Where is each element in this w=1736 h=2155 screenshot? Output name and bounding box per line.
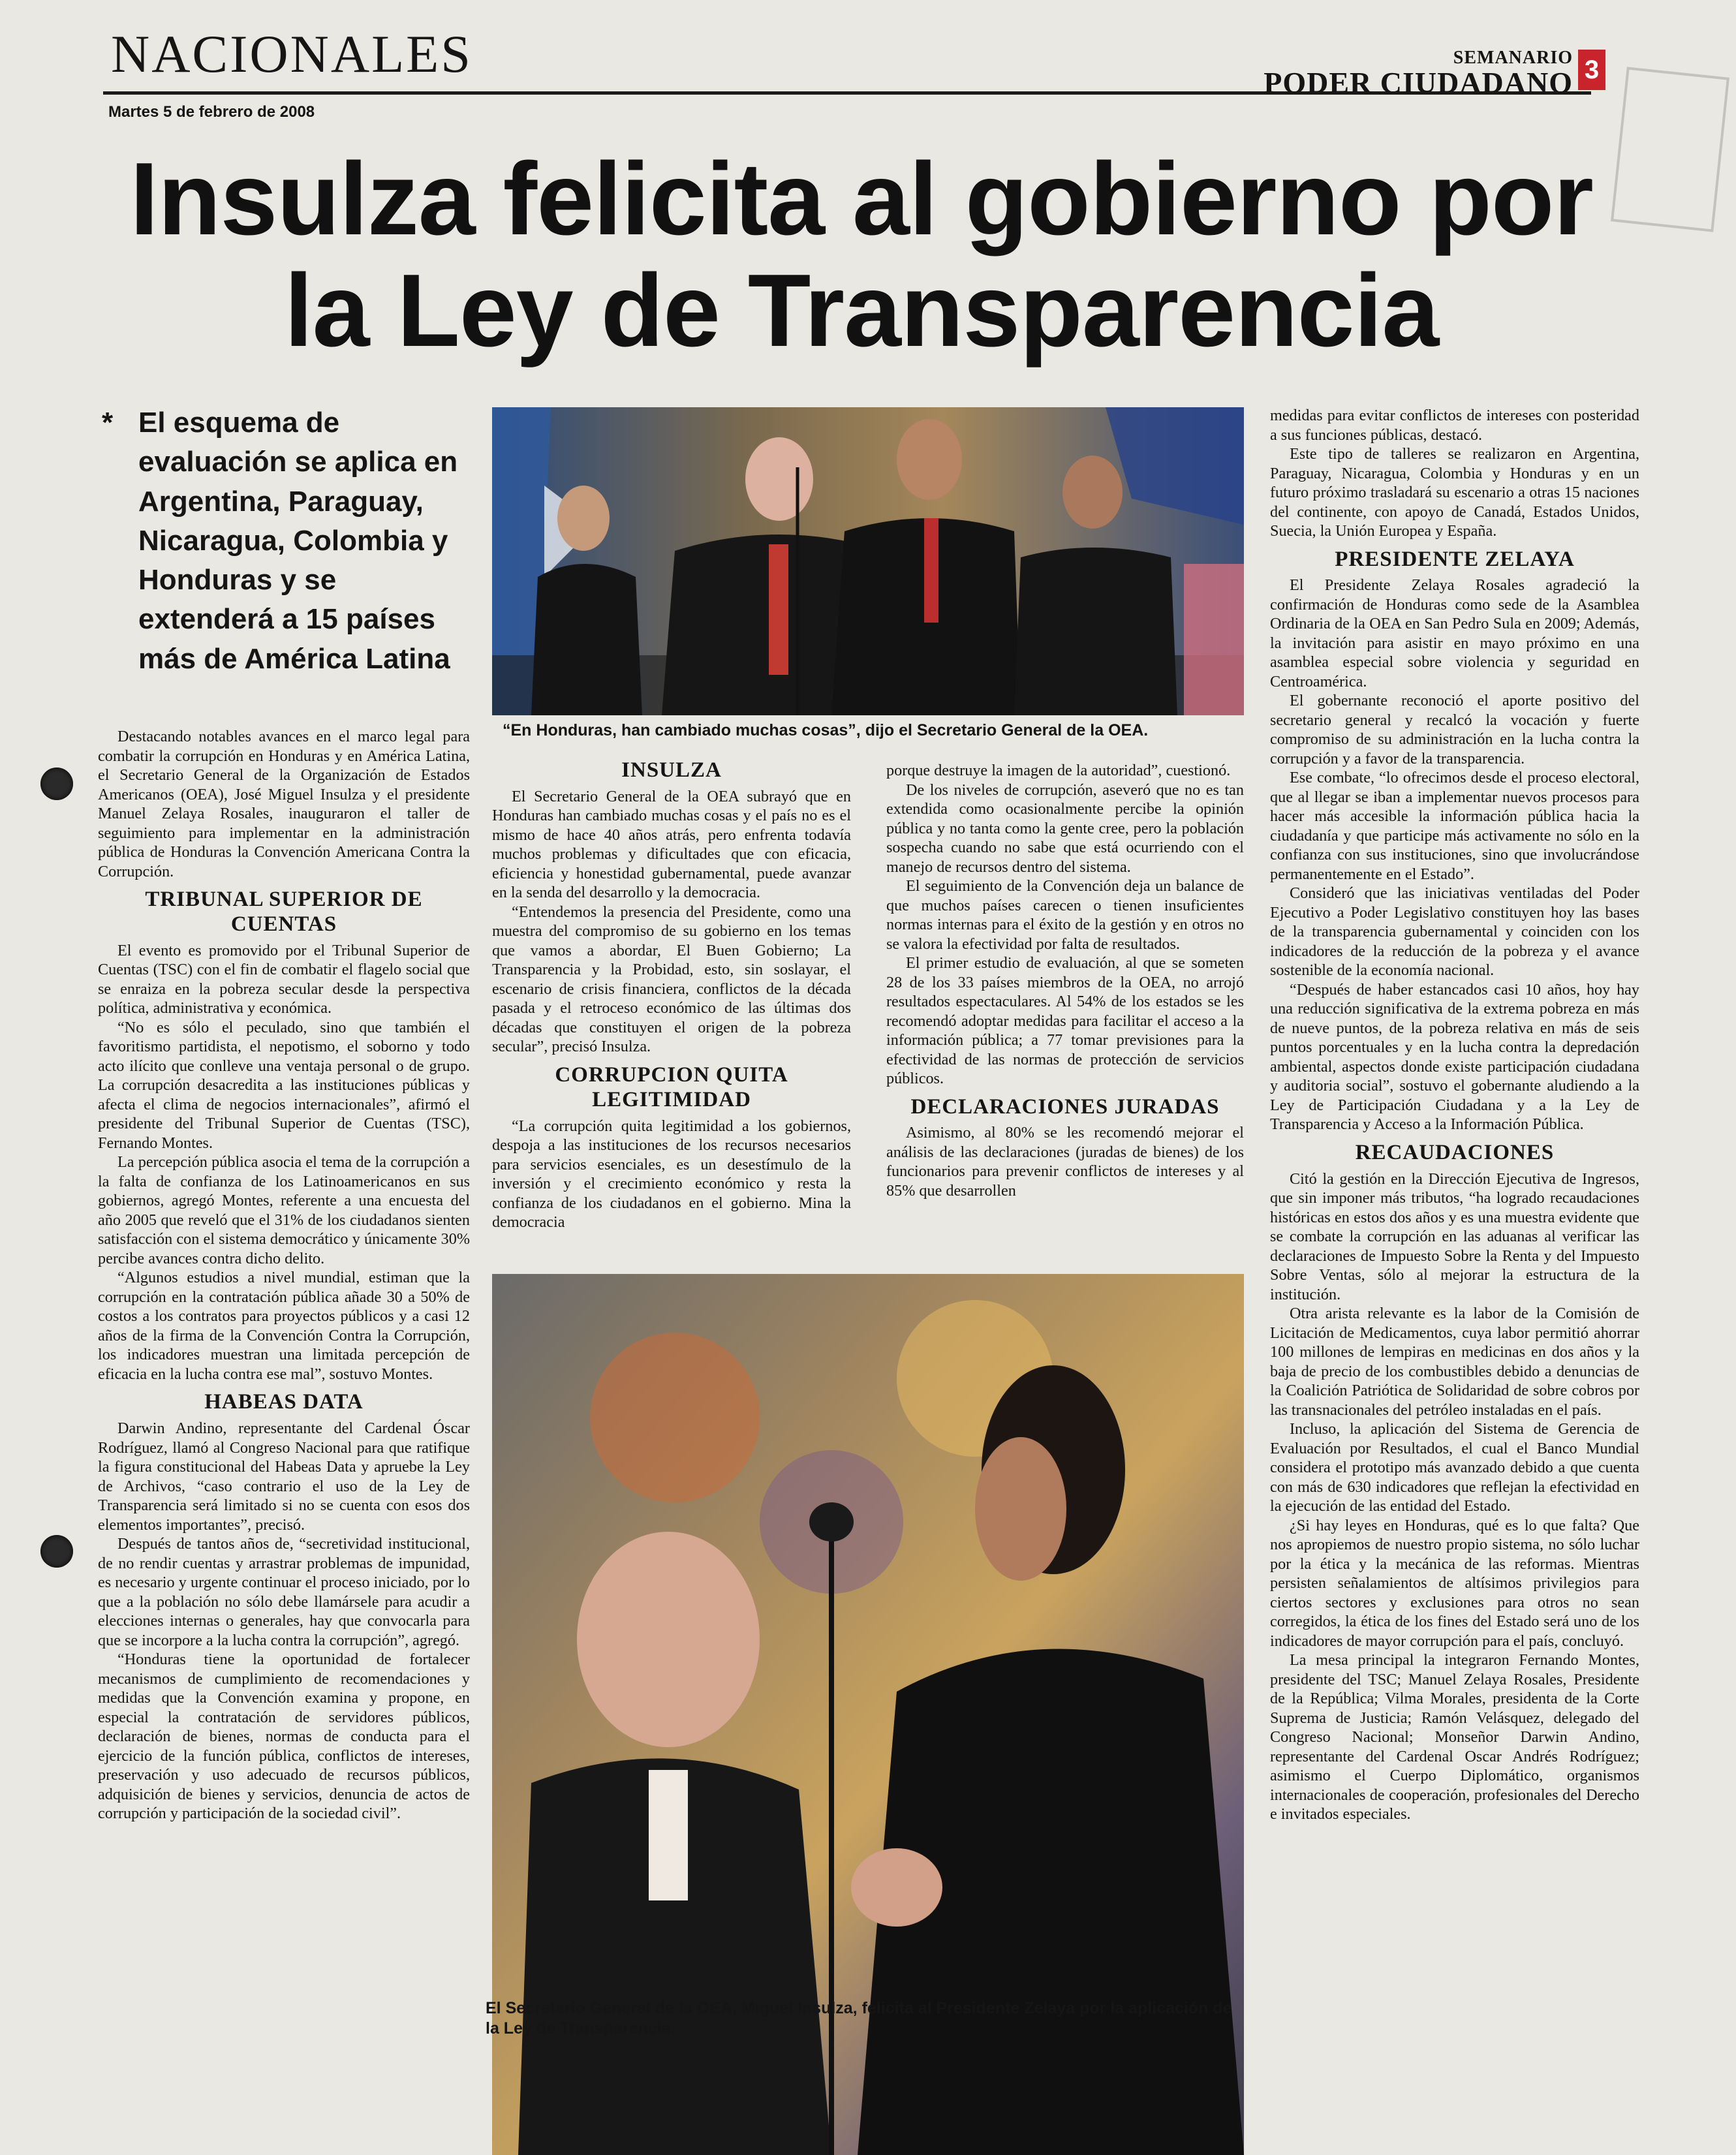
col1-paragraph: “No es sólo el peculado, sino que también el favoritismo partidista, el nepotismo, el soborno y todo acto ilícito que conlleve una ventaja personal o de grupo. La corrupción desacredita a las instituciones públicas y afecta el clima de negocios internacionales”, afirmó el presidente del Tribunal Superior de Cuentas (TSC), Fernando Montes. <box>98 1018 470 1152</box>
subhead-text: El esquema de evaluación se aplica en Argentina, Paraguay, Nicaragua, Colombia y Honduras y se extenderá a 15 países más de América Latina <box>138 407 458 675</box>
col4-paragraph: “Después de haber estancados casi 10 años, hoy hay una reducción significativa de la extrema pobreza en más de nueve puntos, de la pobreza relativa en más de seis puntos porcentuales y en la lucha contra la depredación ambiental, aspectos donde existe participación ciudadana y auditoria social”, sostuvo el gobernante aludiendo a la Ley de Participación Ciudadana y a la Ley de Transparencia y Acceso a la Información Pública. <box>1270 980 1639 1134</box>
photo1-caption: “En Honduras, han cambiado muchas cosas”, dijo el Secretario General de la OEA. <box>503 721 1149 739</box>
col1-paragraph: “Honduras tiene la oportunidad de fortalecer mecanismos de cumplimiento de recomendaciones y medidas que la Convención examina y propone, en especial la contratación de servidores públicos, declaración de bienes, normas de conducta para el ejercicio de la función pública, conflictos de intereses, preservación y uso adecuado de recursos públicos, adquisición de bienes y servicios, denuncia de actos de corrupción y participación de la sociedad civil”. <box>98 1651 470 1823</box>
brand-small: SEMANARIO <box>1453 48 1573 68</box>
col4-paragraph: Incluso, la aplicación del Sistema de Gerencia de Evaluación por Resultados, el cual el Banco Mundial considera el prototipo más avanzado debido a que cuenta con más de 630 indicadores que reflejan la efectividad en la ejecución de las entidad del Estado. <box>1270 1420 1639 1515</box>
brand-big: PODER CIUDADANO <box>1263 66 1573 100</box>
section-title: NACIONALES <box>111 24 473 84</box>
subheading-presidente-zelaya: PRESIDENTE ZELAYA <box>1335 547 1575 571</box>
brand-masthead <box>1263 48 1573 99</box>
subhead <box>104 403 470 679</box>
col4-paragraph: Otra arista relevante es la labor de la Comisión de Licitación de Medicamentos, cuya labor permitió ahorrar 100 millones de lempiras en medicinas en dos años y la baja de precio de los combustibles debido a denuncias de la Coalición Patriótica de Solidaridad de sobre cobros por las transnacionales del petróleo instaladas en el país. <box>1270 1305 1639 1419</box>
column-4 <box>1270 406 1639 1824</box>
subheading-insulza: INSULZA <box>621 758 722 782</box>
binder-hole <box>40 1535 73 1568</box>
col1-paragraph: El evento es promovido por el Tribunal Superior de Cuentas (TSC) con el fin de combatir el flagelo social que se enraiza en la pobreza secular desde la perspectiva política, administrativa y económica. <box>98 941 470 1017</box>
col4-paragraph: El gobernante reconoció el aporte positivo del secretario general y recalcó la vocación y fuerte compromiso de su administración en la lucha contra la corrupción y a favor de la transparencia. <box>1270 692 1639 767</box>
col3-paragraph: El primer estudio de evaluación, al que se someten 28 de los 33 países miembros de la OEA, no arrojó resultados espectaculares. Al 54% de los estados se les recomendó adoptar medidas para facilitar el acceso a la información pública; a 77 tomar previsiones para la efectividad de las normas de protección de servicios públicos. <box>886 954 1244 1087</box>
col3-paragraph: Asimismo, al 80% se les recomendó mejorar el análisis de las declaraciones (juradas de bienes) de los funcionarios para prevenir conflictos de intereses y al 85% que desarrollen <box>886 1124 1244 1200</box>
column-3 <box>886 761 1244 1200</box>
col1-paragraph: “Algunos estudios a nivel mundial, estiman que la corrupción en la contratación pública añade 30 a 50% de costos a los contratos para proyectos públicos y a casi 12 años de la firma de la Convención Contra la Corrupción, los indicadores muestran una limitada percepción de eficacia en la lucha contra ese mal”, sostuvo Montes. <box>98 1269 470 1383</box>
photo-officials-image <box>492 407 1244 715</box>
col4-paragraph: La mesa principal la integraron Fernando Montes, presidente del TSC; Manuel Zelaya Rosales, Presidente de la República; Vilma Morales, presidenta de la Corte Suprema de Justicia; Ramón Velásquez, delegado del Congreso Nacional; Monseñor Darwin Andino, representante del Cardenal Oscar Andrés Rodríguez; asimismo el Cuerpo Diplomático, organismos internacionales de cooperación, profesionales del Derecho e invitados especiales. <box>1270 1651 1639 1823</box>
col4-paragraph: El Presidente Zelaya Rosales agradeció la confirmación de Honduras como sede de la Asamblea Ordinaria de la OEA en San Pedro Sula en 2009; Además, la invitación para asistir en mayo próximo en una asamblea especial sobre violencia y seguridad en Centroamérica. <box>1270 576 1639 690</box>
photo-officials-podium <box>492 407 1244 715</box>
col4-paragraph: medidas para evitar conflictos de intereses con posteridad a sus funciones públicas, destacó. <box>1270 407 1639 444</box>
photo2-caption: El Secretario General de la OEA, Miguel Insulza, felicita al Presidente Zelaya por la aplicación de la Ley de Transparencia. <box>486 1999 1232 2038</box>
column-1 <box>98 727 470 1823</box>
col1-paragraph: Destacando notables avances en el marco legal para combatir la corrupción en Honduras y en América Latina, el Secretario General de la Organización de Estados Americanos (OEA), José Miguel Insulza y el presidente Manuel Zelaya Rosales, inauguraron el taller de seguimiento para implementar en la administración pública de Honduras la Convención Americana Contra la Corrupción. <box>98 728 470 880</box>
subheading-declaraciones: DECLARACIONES JURADAS <box>910 1094 1220 1119</box>
col3-paragraph: El seguimiento de la Convención deja un balance de que muchos países carecen o tienen insuficientes normas internas para el éxito de la gestión y en otros no se valora la efectividad por falta de resultados. <box>886 877 1244 953</box>
col4-paragraph: ¿Si hay leyes en Honduras, qué es lo que falta? Que nos apropiemos de nuestro propio sistema, no sólo luchar por la ética y la mecánica de las reformas. Mientras persisten señalamientos de altísimos privilegios para ciertos sectores y exclusiones para otros no sean corregidos, la ética de los fines del Estado será uno de los indicadores de mayor corrupción para el país, concluyó. <box>1270 1516 1639 1650</box>
publication-date: Martes 5 de febrero de 2008 <box>108 103 315 121</box>
col3-paragraph: De los niveles de corrupción, aseveró que no es tan extendida como ocasionalmente percibe la opinión pública y no tanta como la gente cree, pero la población sospecha cuando no sabe que está ocurriendo con el manejo de recursos dentro del sistema. <box>886 781 1244 876</box>
subhead-bullet: * <box>102 407 114 439</box>
page-number: 3 <box>1578 50 1605 90</box>
subheading-habeas-data: HABEAS DATA <box>204 1390 364 1414</box>
column-2 <box>492 752 851 1232</box>
col4-paragraph: Citó la gestión en la Dirección Ejecutiva de Ingresos, que sin imponer más tributos, “ha logrado recaudaciones históricas en estos dos años y es una muestra evidente que se combate la corrupción en las aduanas al verificar las declaraciones de Impuesto Sobre la Renta y del Impuesto Sobre Ventas, sólo al mejorar la estructura de la institución. <box>1270 1170 1639 1303</box>
col2-paragraph: “La corrupción quita legitimidad a los gobiernos, despoja a las instituciones de los recursos necesarios para servicios esenciales, es un desestímulo de la inversión y el crecimiento económico y resta la confianza de los ciudadanos en el gobierno. Mina la democracia <box>492 1117 851 1232</box>
subheading-tribunal: TRIBUNAL SUPERIOR DE CUENTAS <box>145 888 423 936</box>
col2-paragraph: El Secretario General de la OEA subrayó que en Honduras han cambiado muchas cosas y el país no es el mismo de hace 40 años atrás, pero enfrenta todavía muchos problemas y dificultades que con eficacia, eficiencia y honestidad gubernamental, puede avanzar en la senda del desarrollo y la democracia. <box>492 787 851 902</box>
col2-paragraph: “Entendemos la presencia del Presidente, como una muestra del compromiso de su gobierno en los temas que vamos a abordar, El Buen Gobierno; La Transparencia y la Probidad, esto, sin soslayar, el escenario de crisis financiera, conflictos de la década pasada y el retroceso económico de las últimas dos décadas que constituyen el origen de la pobreza secular”, precisó Insulza. <box>492 903 851 1056</box>
col4-paragraph: Este tipo de talleres se realizaron en Argentina, Paraguay, Nicaragua, Colombia y Honduras y en un futuro próximo trasladará su escenario a otras 15 naciones del continente, con apoyo de Canadá, Estados Unidos, Suecia, la Unión Europea y España. <box>1270 445 1639 540</box>
subheading-corrupcion: CORRUPCION QUITA LEGITIMIDAD <box>555 1062 788 1111</box>
col4-paragraph: Consideró que las iniciativas ventiladas del Poder Ejecutivo a Poder Legislativo constituyen hoy las bases de la transparencia gubernamental y coinciden con los indicadores de la reducción de la pobreza y el avance sostenible de la economía nacional. <box>1270 884 1639 980</box>
headline: Insulza felicita al gobierno por la Ley de Transparencia <box>130 142 1593 368</box>
col3-paragraph: porque destruye la imagen de la autoridad”, cuestionó. <box>886 762 1231 779</box>
col1-paragraph: Después de tantos años de, “secretividad institucional, de no rendir cuentas y arrastrar problemas de impunidad, es necesario y urgente continuar el proceso iniciado, por lo que a la población no sólo debe llamársele para acudir a elecciones internas o generales, hay que convocarla para que se incorpore a la lucha contra la corrupción”, agregó. <box>98 1535 470 1649</box>
library-stamp <box>1611 67 1729 232</box>
col1-paragraph: La percepción pública asocia el tema de la corrupción a la falta de confianza de los Latinoamericanos en sus gobiernos, agregó Montes, referente a una encuesta del año 2005 que reveló que el 31% de los ciudadanos sienten satisfacción con el sistema democrático y únicamente 30% percibe avances contra dicho delito. <box>98 1153 470 1267</box>
binder-hole <box>40 767 73 800</box>
col4-paragraph: Ese combate, “lo ofrecimos desde el proceso electoral, que al llegar se iban a implementar nuevos procesos para hacer más accesible la información pública hacia la ciudadanía y que participe más activamente no sólo en la confianza con sus instituciones, sino que involucrándose permanentemente en el Estado”. <box>1270 769 1639 883</box>
subheading-recaudaciones: RECAUDACIONES <box>1355 1140 1555 1164</box>
col1-paragraph: Darwin Andino, representante del Cardenal Óscar Rodríguez, llamó al Congreso Nacional para que ratifique la figura constitucional del Habeas Data y apruebe la Ley de Archivos, “caso contrario el uso de la Ley de Transparencia será limitado si no se cuenta con esos dos elementos importantes”, precisó. <box>98 1419 470 1534</box>
